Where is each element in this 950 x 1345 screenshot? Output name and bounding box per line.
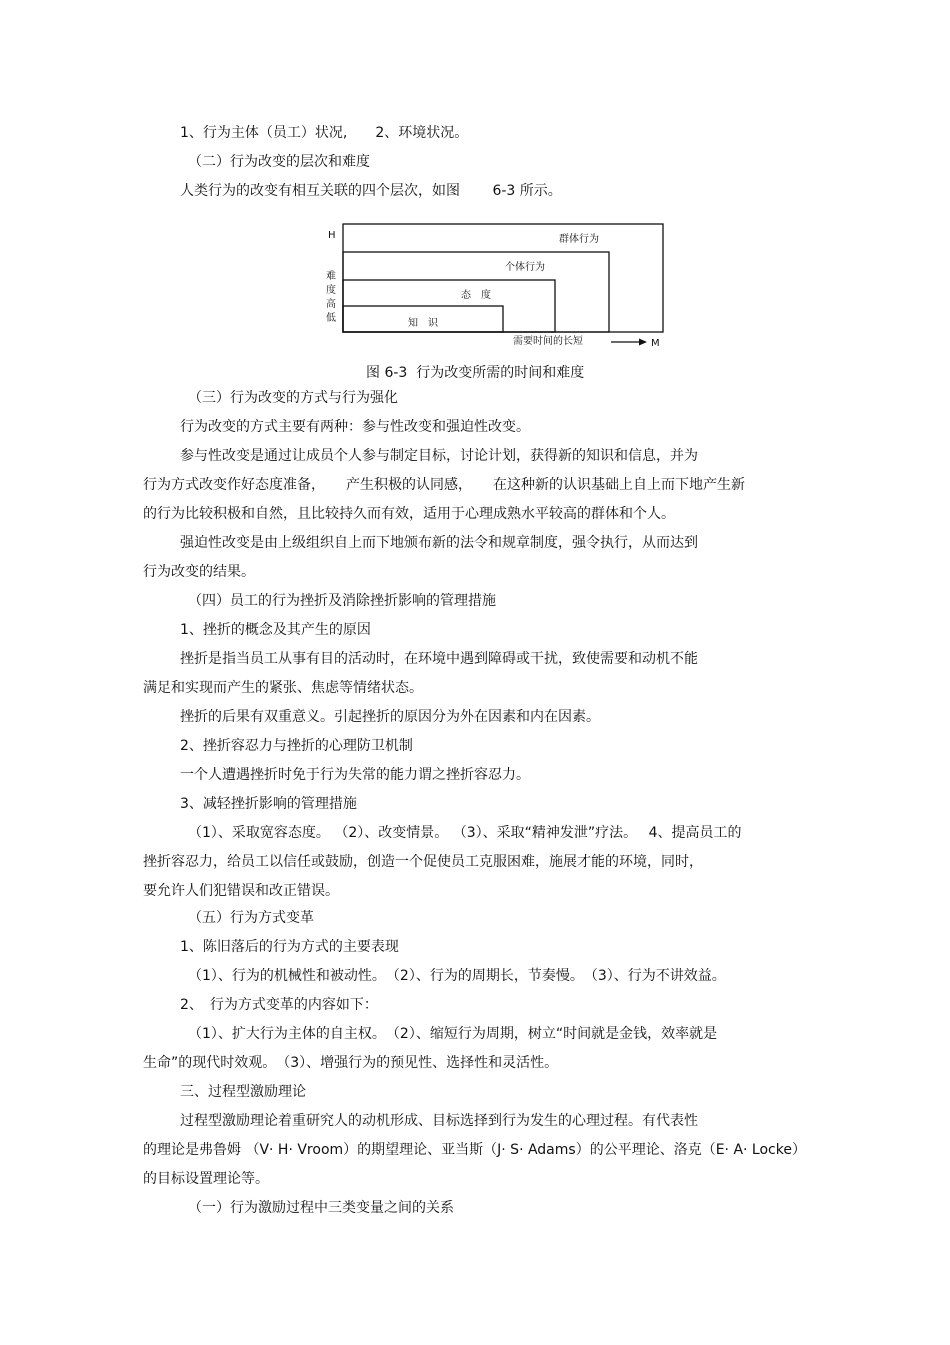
level-label-group: 群体行为 <box>559 234 599 245</box>
text-line-7: 行为方式改变作好态度准备， 产生积极的认同感， 在这种新的认识基础上自上而下地产生新 <box>143 477 745 493</box>
y-side-char-1: 难 <box>326 271 336 282</box>
text-line-1: 1、行为主体（员工）状况, 2、环境状况。 <box>180 125 469 141</box>
figure-6-3-diagram <box>320 218 670 350</box>
text-line-15: 挫折的后果有双重意义。引起挫折的原因分为外在因素和内在因素。 <box>180 709 600 725</box>
text-line-13: 挫折是指当员工从事有目的活动时，在环境中遇到障碍或干扰，致使需要和动机不能 <box>180 651 698 667</box>
text-line-31: 的目标设置理论等。 <box>143 1171 269 1187</box>
text-line-24: （1）、行为的机械性和被动性。 （2）、行为的周期长，节奏慢。 （3）、行为不讲效益。 <box>188 968 726 984</box>
section-heading-2: （二）行为改变的层次和难度 <box>188 154 370 170</box>
text-line-29: 过程型激励理论着重研究人的动机形成、目标选择到行为发生的心理过程。有代表性 <box>180 1113 698 1129</box>
section-heading-7: （一）行为激励过程中三类变量之间的关系 <box>188 1200 454 1216</box>
x-axis-arrow-head <box>639 339 647 346</box>
text-line-27: 生命”的现代时效观。 （3）、增强行为的预见性、选择性和灵活性。 <box>143 1055 559 1071</box>
text-line-10: 行为改变的结果。 <box>143 564 255 580</box>
section-heading-5: （五）行为方式变革 <box>188 910 314 926</box>
text-line-3: 人类行为的改变有相互关联的四个层次，如图 6-3 所示。 <box>180 183 562 199</box>
level-label-knowledge: 知 识 <box>408 318 438 329</box>
text-line-17: 一个人遭遇挫折时免于行为失常的能力谓之挫折容忍力。 <box>180 767 530 783</box>
y-top-label: H <box>328 230 336 241</box>
x-end-label: M <box>651 338 660 349</box>
text-line-14: 满足和实现而产生的紧张、焦虑等情绪状态。 <box>143 680 423 696</box>
text-line-19: （1）、采取宽容态度。 （2）、改变情景。 （3）、采取“精神发泄”疗法。 4、提高员工的 <box>188 825 742 841</box>
text-line-25: 2、 行为方式变革的内容如下： <box>180 997 378 1013</box>
text-line-18: 3、减轻挫折影响的管理措施 <box>180 796 357 812</box>
y-side-char-4: 低 <box>326 313 336 324</box>
section-heading-3: （三）行为改变的方式与行为强化 <box>188 390 398 406</box>
text-line-30: 的理论是弗鲁姆 （V· H· Vroom）的期望理论、亚当斯（J· S· Adams）的公平理论、洛克（E· A· Locke） <box>143 1142 806 1158</box>
text-line-9: 强迫性改变是由上级组织自上而下地颁布新的法令和规章制度，强令执行，从而达到 <box>180 535 698 551</box>
text-line-12: 1、挫折的概念及其产生的原因 <box>180 622 371 638</box>
level-label-individual: 个体行为 <box>505 262 545 273</box>
text-line-5: 行为改变的方式主要有两种：参与性改变和强迫性改变。 <box>180 419 530 435</box>
text-line-21: 要允许人们犯错误和改正错误。 <box>143 883 339 899</box>
text-line-23: 1、陈旧落后的行为方式的主要表现 <box>180 939 399 955</box>
text-line-20: 挫折容忍力，给员工以信任或鼓励，创造一个促使员工克服困难，施展才能的环境，同时， <box>143 854 703 870</box>
section-heading-4: （四）员工的行为挫折及消除挫折影响的管理措施 <box>188 593 496 609</box>
section-heading-6: 三、过程型激励理论 <box>180 1084 306 1100</box>
text-line-6: 参与性改变是通过让成员个人参与制定目标，讨论计划，获得新的知识和信息，并为 <box>180 448 698 464</box>
figure-caption: 图 6-3 行为改变所需的时间和难度 <box>366 365 585 381</box>
text-line-8: 的行为比较积极和自然，且比较持久而有效，适用于心理成熟水平较高的群体和个人。 <box>143 506 675 522</box>
y-side-char-3: 高 <box>326 299 336 310</box>
level-label-attitude: 态 度 <box>461 290 491 301</box>
text-line-16: 2、挫折容忍力与挫折的心理防卫机制 <box>180 738 413 754</box>
y-side-char-2: 度 <box>326 285 336 296</box>
text-line-26: （1）、扩大行为主体的自主权。 （2）、缩短行为周期，树立“时间就是金钱，效率就是 <box>188 1026 718 1042</box>
x-axis-label: 需要时间的长短 <box>513 336 583 347</box>
